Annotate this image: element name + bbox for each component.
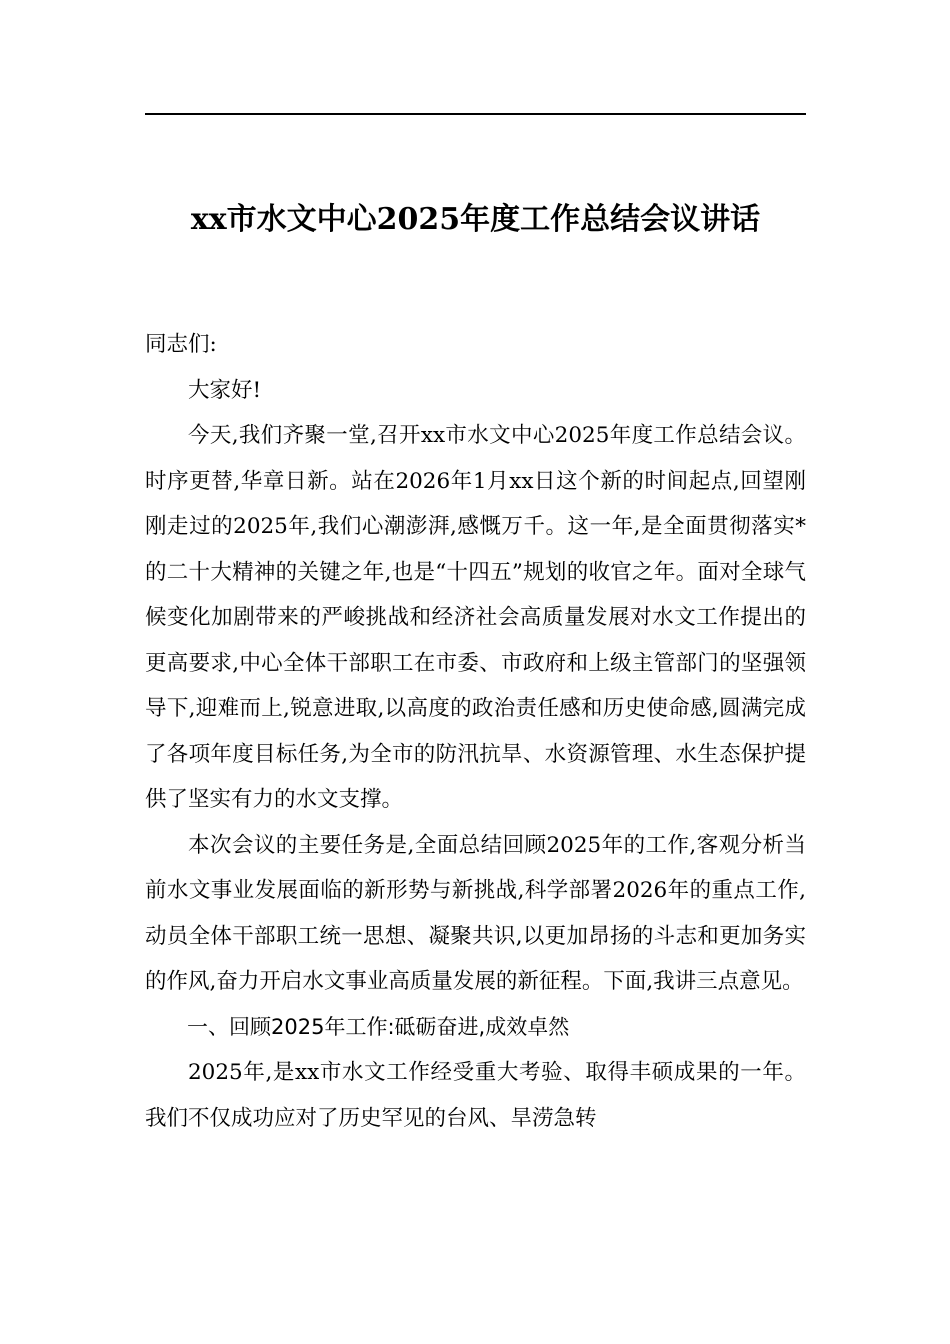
paragraph-opening: 今天,我们齐聚一堂,召开xx市水文中心2025年度工作总结会议。时序更替,华章日新。站在2026年1月xx日这个新的时间起点,回望刚刚走过的2025年,我们心潮澎湃,感慨万千。这一年,是全面贯彻落实*的二十大精神的关键之年,也是“十四五”规划的收官之年。面对全球气候变化加剧带来的严峻挑战和经济社会高质量发展对水文工作提出的更高要求,中心全体干部职工在市委、市政府和上级主管部门的坚强领导下,迎难而上,锐意进取,以高度的政治责任感和历史使命感,圆满完成了各项年度目标任务,为全市的防汛抗旱、水资源管理、水生态保护提供了坚实有力的水文支撑。: [145, 423, 806, 812]
greeting: 大家好!: [188, 377, 262, 403]
section-heading-1: 一、回顾2025年工作:砥砺奋进,成效卓然: [187, 1014, 570, 1039]
document-title: xx市水文中心2025年度工作总结会议讲话: [190, 202, 761, 237]
salutation: 同志们:: [145, 332, 217, 357]
paragraph-2025-review: 2025年,是xx市水文工作经受重大考验、取得丰硕成果的一年。我们不仅成功应对了历史罕见的台风、旱涝急转: [145, 1060, 806, 1131]
paragraph-meeting-tasks: 本次会议的主要任务是,全面总结回顾2025年的工作,客观分析当前水文事业发展面临的新形势与新挑战,科学部署2026年的重点工作,动员全体干部职工统一思想、凝聚共识,以更加昂扬的斗志和更加务实的作风,奋力开启水文事业高质量发展的新征程。下面,我讲三点意见。: [145, 832, 806, 994]
header-rule: [145, 113, 806, 115]
document-body: [145, 322, 806, 1141]
